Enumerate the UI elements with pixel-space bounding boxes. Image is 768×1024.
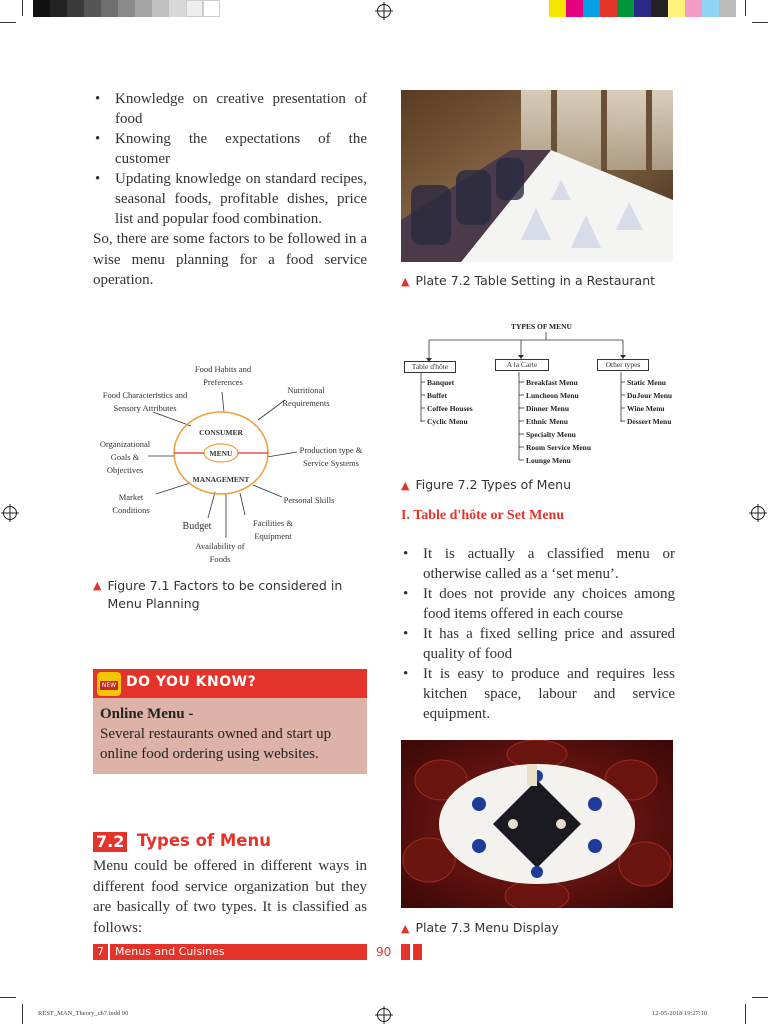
menu-item: Ethnic Menu: [526, 417, 568, 426]
crop-mark: [0, 22, 16, 23]
branch-a-la-carte: A la Carte: [495, 359, 549, 371]
branch-other-types: Other types: [597, 359, 649, 371]
caption-text: Figure 7.1 Factors to be considered in Menu Planning: [107, 578, 343, 611]
list-item: • It is easy to produce and requires less kitchen space, labour and service equipment.: [401, 664, 675, 724]
menu-item: Lounge Menu: [526, 456, 571, 465]
triangle-icon: ▲: [93, 579, 102, 592]
menu-item: Room Service Menu: [526, 443, 591, 452]
menu-item: Breakfast Menu: [526, 378, 578, 387]
center-label-consumer: CONSUMER: [199, 428, 243, 437]
crop-mark: [752, 997, 768, 998]
caption-text: Figure 7.2 Types of Menu: [415, 477, 571, 492]
restaurant-table-photo: [401, 90, 673, 262]
crop-mark: [22, 0, 23, 16]
process-color-bar: [549, 0, 736, 20]
section-number: 7.2: [93, 832, 127, 852]
factor-market: Market Conditions: [112, 492, 150, 515]
center-label-menu: MENU: [209, 449, 233, 458]
crop-mark: [745, 0, 746, 16]
chapter-footer-bar: [93, 944, 367, 960]
types-of-menu-chart: [401, 318, 677, 468]
figure-7-1-caption: [93, 577, 363, 613]
factor-nutritional: Nutritional Requirements: [282, 385, 330, 408]
menu-item: Dinner Menu: [526, 404, 569, 413]
menu-item: Static Menu: [627, 378, 666, 387]
registration-mark-right: [751, 506, 765, 520]
factor-budget: Budget: [182, 521, 212, 532]
factor-food-habits: Food Habits and Preferences: [194, 364, 252, 387]
do-you-know-header: [93, 669, 367, 698]
chapter-number: 7: [93, 944, 110, 960]
triangle-icon: ▲: [401, 922, 410, 935]
menu-item: DuJour Menu: [627, 391, 673, 400]
do-you-know-heading: Online Menu -: [100, 706, 194, 722]
figure-7-2-caption: [401, 476, 571, 495]
bullet-list: [93, 89, 367, 229]
file-slug: REST_MAN_Theory_ch7.indd 90: [38, 1010, 129, 1017]
list-item: • Knowledge on creative presentation of food: [93, 89, 367, 129]
paragraph: So, there are some factors to be followed in a wise menu planning for a food service operation.: [93, 231, 367, 288]
chart-title: TYPES OF MENU: [511, 322, 572, 331]
crop-mark: [0, 997, 16, 998]
crop-mark: [752, 22, 768, 23]
menu-item: Wine Menu: [627, 404, 665, 413]
list-item: • Knowing the expectations of the customer: [93, 129, 367, 169]
crop-mark: [22, 1004, 23, 1024]
list-item: • Updating knowledge on standard recipes, seasonal foods, profitable dishes, price list and popular food combination.: [93, 169, 367, 229]
plate-7-3-caption: [401, 919, 559, 938]
page-number: 90: [376, 945, 392, 959]
do-you-know-text: Several restaurants owned and start up online food ordering using websites.: [100, 726, 332, 762]
new-badge-icon: NEW: [97, 672, 121, 696]
do-you-know-title: DO YOU KNOW?: [126, 674, 257, 690]
menu-item: Cyclic Menu: [427, 417, 468, 426]
menu-item: Specialty Menu: [526, 430, 576, 439]
date-slug: 12-05-2018 19:27:10: [652, 1010, 708, 1017]
triangle-icon: ▲: [401, 275, 410, 288]
registration-mark-bottom: [377, 1008, 391, 1022]
menu-item: Banquet: [427, 378, 455, 387]
caption-text: Plate 7.3 Menu Display: [415, 920, 559, 935]
list-item: • It is actually a classified menu or otherwise called as a ‘set menu’.: [401, 544, 675, 584]
registration-mark-top: [377, 4, 391, 18]
list-item: • It has a fixed selling price and assured quality of food: [401, 624, 675, 664]
factor-facilities: Facilities & Equipment: [253, 518, 293, 541]
menu-display-photo: [401, 740, 673, 908]
footer-decorative-blocks: [401, 944, 422, 960]
factor-production: Production type & Service Systems: [299, 445, 363, 468]
menu-item: Coffee Houses: [427, 404, 473, 413]
menu-item: Luncheon Menu: [526, 391, 579, 400]
crop-mark: [745, 1004, 746, 1024]
branch-table-dhote: Table d'hôte: [404, 361, 456, 373]
menu-item: Dessert Menu: [627, 417, 672, 426]
chapter-title: Menus and Cuisines: [115, 945, 225, 958]
section-title: Types of Menu: [137, 831, 271, 850]
left-column-intro: [93, 89, 367, 291]
menu-item: Buffet: [427, 391, 447, 400]
factor-availability: Availability of Foods: [195, 541, 245, 564]
grayscale-color-bar: [33, 0, 220, 20]
do-you-know-body: [93, 698, 367, 774]
menu-planning-factors-diagram: [93, 360, 367, 570]
section-paragraph: Menu could be offered in different ways in different food service organization but they are basically of two types. It is classified as follows:: [93, 858, 367, 936]
factor-organizational: Organizational Goals & Objectives: [99, 439, 151, 475]
factor-food-characteristics: Food Characteristics and Sensory Attributes: [102, 390, 188, 413]
subsection-heading: I. Table d'hôte or Set Menu: [401, 508, 565, 523]
list-item: • It does not provide any choices among food items offered in each course: [401, 584, 675, 624]
plate-7-2-caption: [401, 272, 655, 291]
triangle-icon: ▲: [401, 479, 410, 492]
registration-mark-left: [3, 506, 17, 520]
center-label-management: MANAGEMENT: [192, 475, 250, 484]
table-dhote-bullets: [401, 544, 675, 724]
bullet-list: [401, 544, 675, 724]
caption-text: Plate 7.2 Table Setting in a Restaurant: [415, 273, 656, 288]
factor-personal-skills: Personal Skills: [283, 495, 335, 505]
